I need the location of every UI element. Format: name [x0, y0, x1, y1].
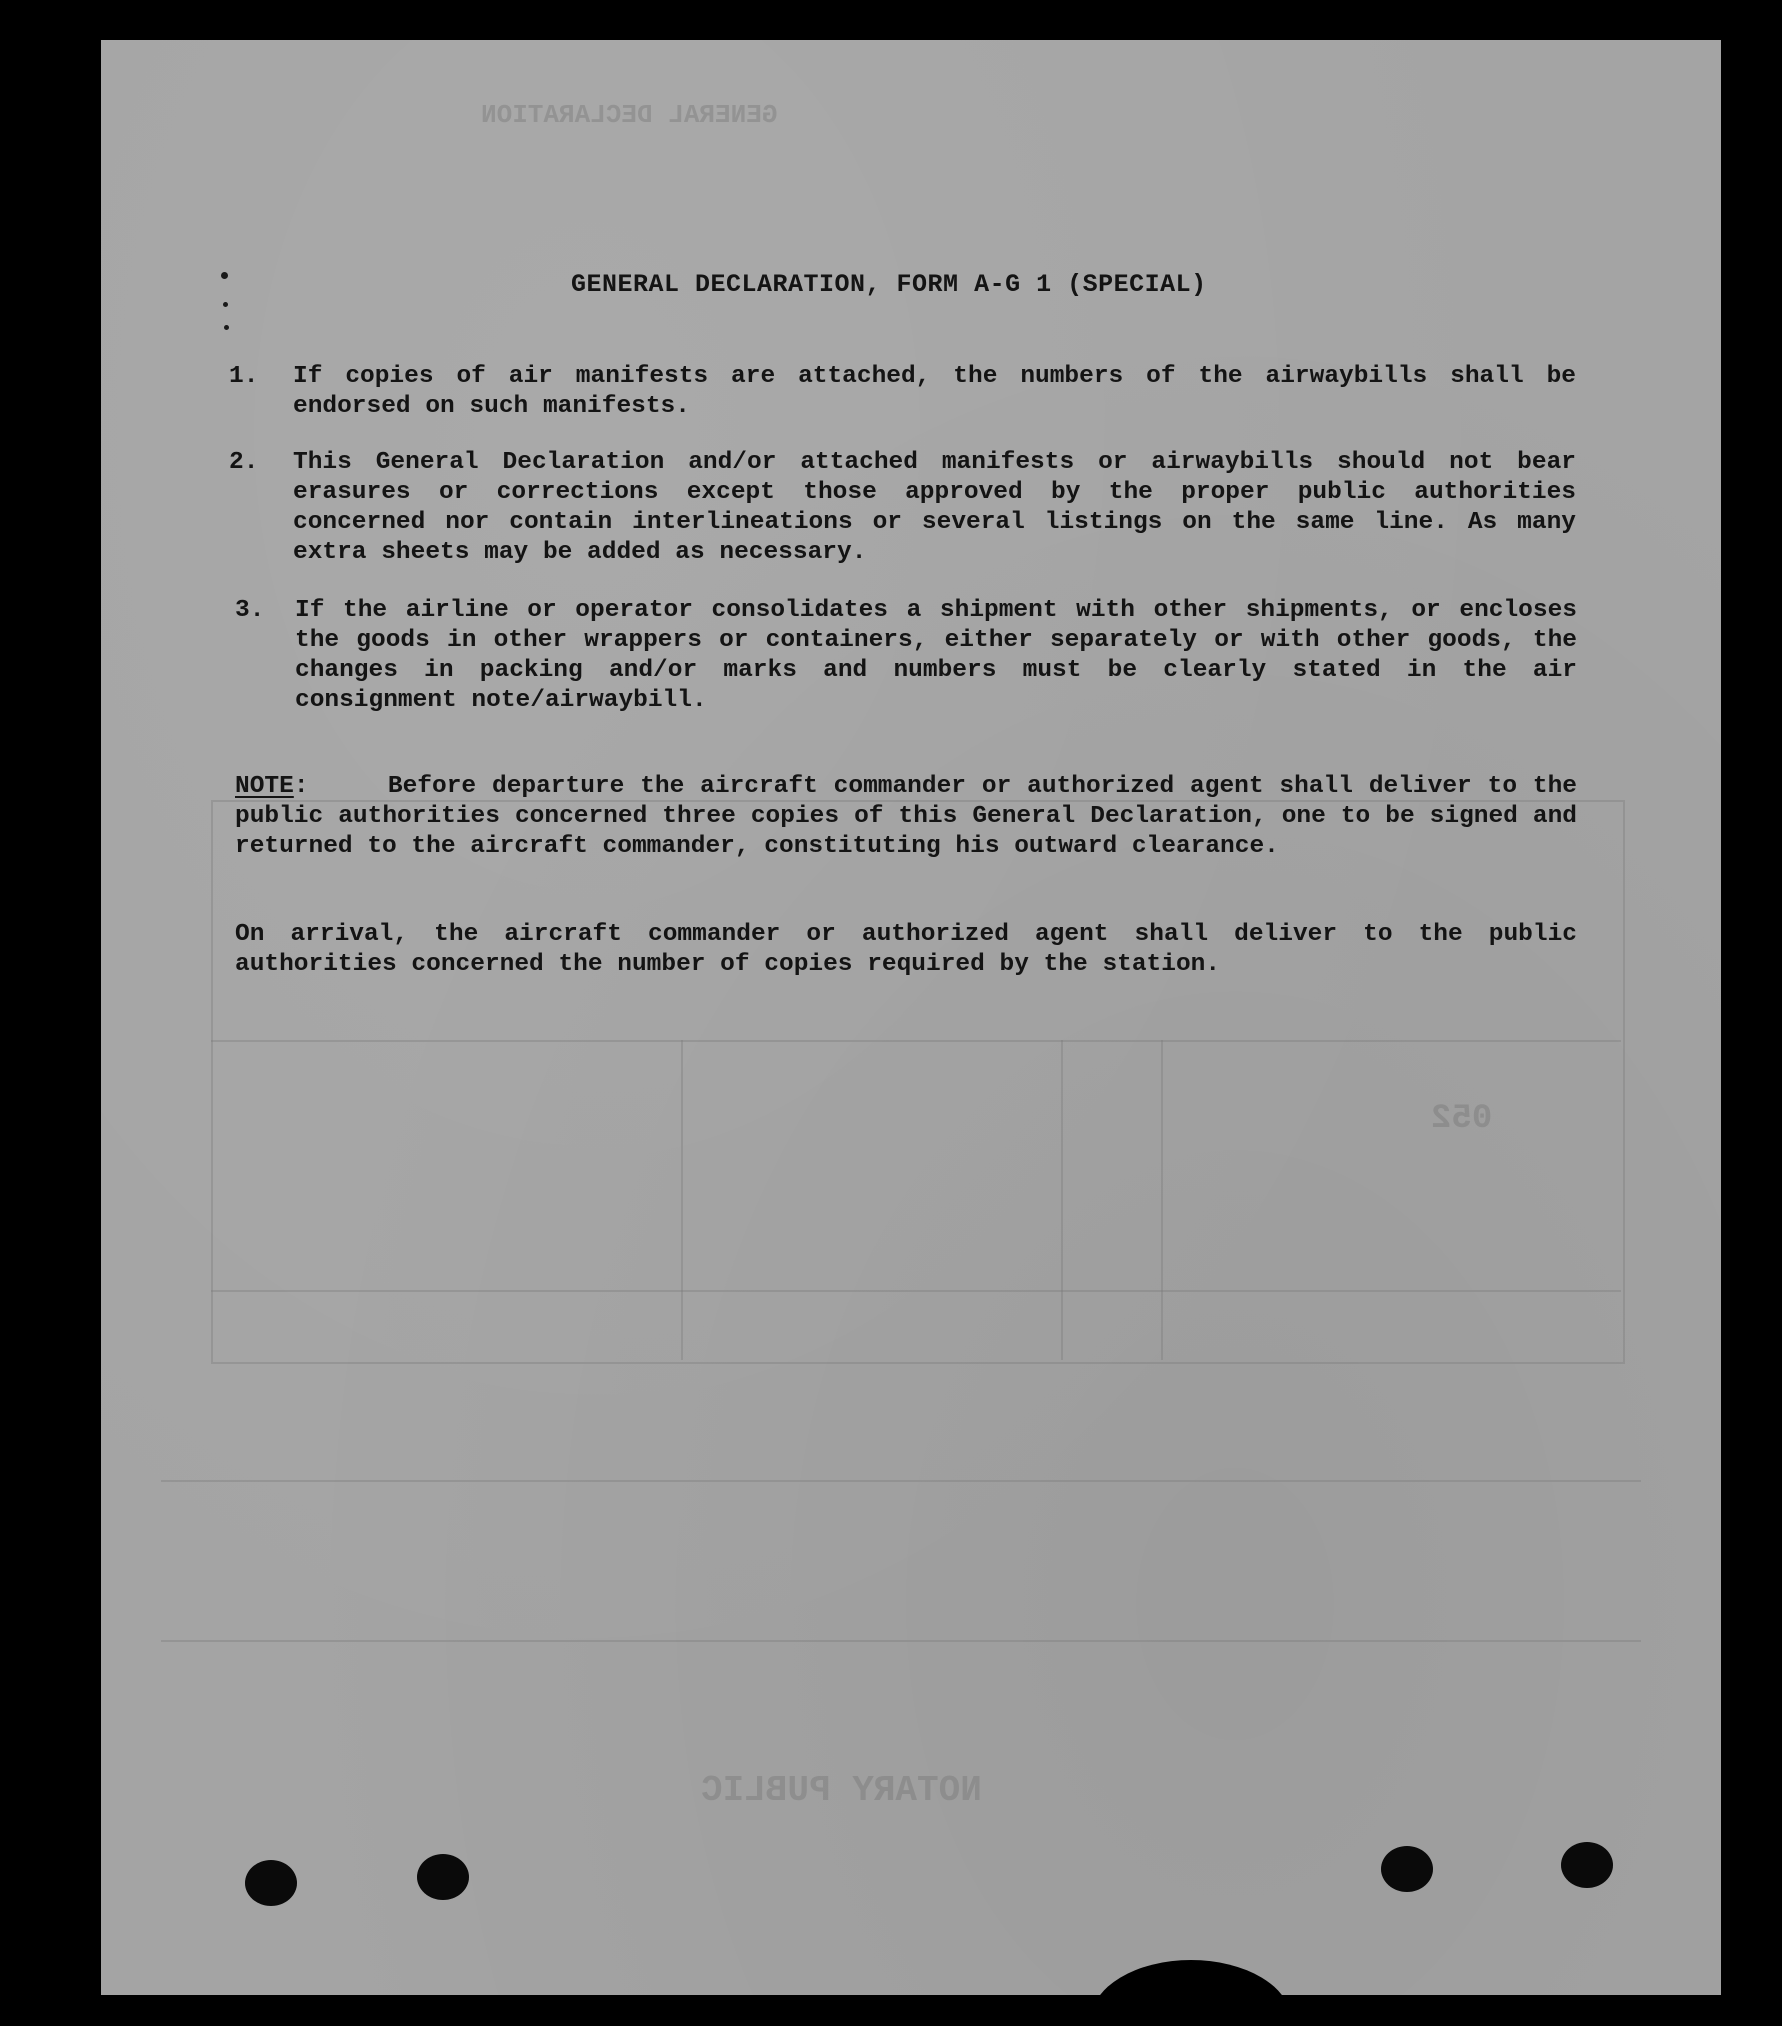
bleed-through-column — [1161, 1040, 1163, 1360]
note-text: Before departure the aircraft commander or authorized agent shall deliver to the public authorities concerned three copies of this General Declaration, one to be signed and returned to the aircraft commander, constituting his outward clearance. — [235, 773, 1577, 860]
list-item-number: 1. — [229, 363, 259, 390]
document-page — [101, 40, 1721, 1995]
list-item-text: This General Declaration and/or attached manifests or airwaybills should not bear erasures or corrections except those approved by the proper public authorities concerned nor contain interlineations or several listings on the same line. As many extra sheets may be added as necessary. — [293, 449, 1576, 566]
bleed-through-stamp: 052 — [1431, 1100, 1493, 1138]
list-item-number: 2. — [229, 449, 259, 476]
punch-hole — [417, 1854, 469, 1900]
speck — [223, 302, 228, 307]
bleed-through-line — [161, 1480, 1641, 1482]
bleed-through-column — [681, 1040, 683, 1360]
bleed-through-line — [211, 1040, 1621, 1042]
bleed-through-heading: GENERAL DECLARATION — [481, 100, 778, 130]
bleed-through-line — [161, 1640, 1641, 1642]
note-paragraph — [235, 772, 1577, 862]
punch-hole — [1561, 1842, 1613, 1888]
speck — [221, 272, 228, 279]
list-item-text: If copies of air manifests are attached, the numbers of the airwaybills shall be endorsed on such manifests. — [293, 363, 1576, 420]
note-colon: : — [293, 773, 309, 800]
punch-hole — [245, 1860, 297, 1906]
bleed-through-column — [1061, 1040, 1063, 1360]
torn-edge — [1091, 1960, 1291, 1995]
list-item-text: If the airline or operator consolidates a shipment with other shipments, or encloses the goods in other wrappers or containers, either separately or with other goods, the changes in packing and/or marks and numbers must be clearly stated in the air consignment note/airwaybill. — [295, 597, 1577, 714]
note-label: NOTE — [235, 773, 294, 800]
bleed-through-line — [211, 1290, 1621, 1292]
bleed-through-table — [211, 800, 1625, 1364]
list-item-number: 3. — [235, 597, 265, 624]
bleed-through-footer: NOTARY PUBLIC — [701, 1770, 982, 1811]
arrival-paragraph: On arrival, the aircraft commander or authorized agent shall deliver to the public authorities concerned the number of copies required by the station. — [235, 921, 1577, 978]
speck — [224, 325, 229, 330]
punch-hole — [1381, 1846, 1433, 1892]
page-title: GENERAL DECLARATION, FORM A-G 1 (SPECIAL) — [571, 270, 1207, 299]
